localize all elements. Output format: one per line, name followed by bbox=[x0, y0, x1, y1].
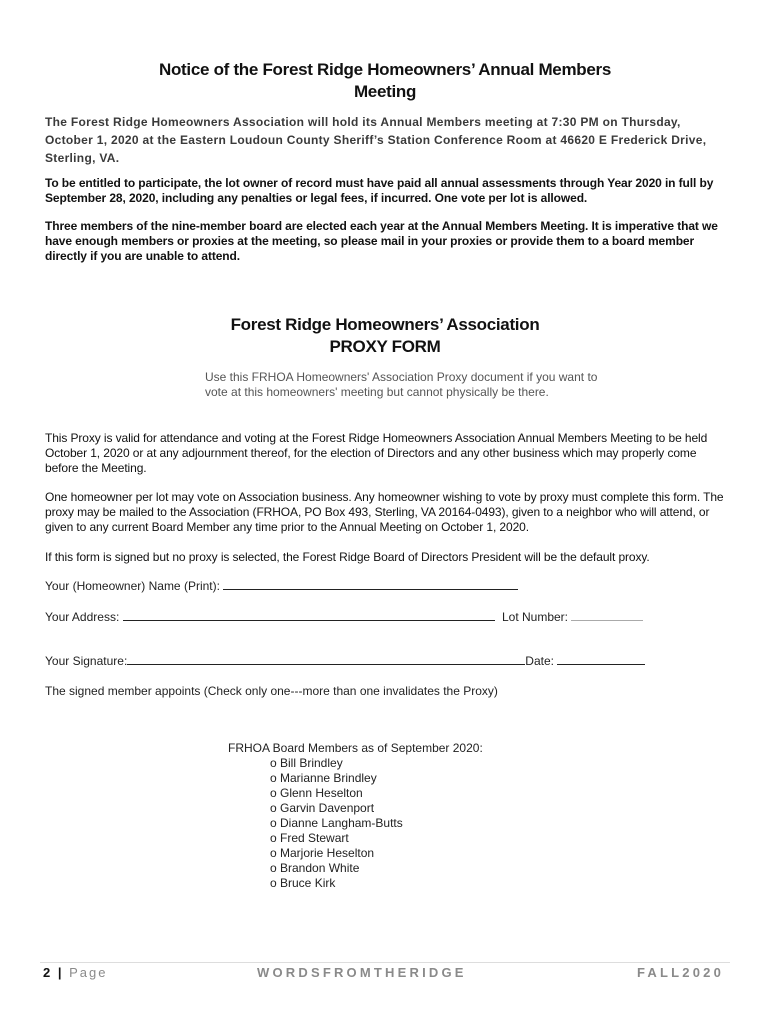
lot-number-label: Lot Number: bbox=[501, 610, 568, 624]
board-member-option[interactable]: o Fred Stewart bbox=[270, 831, 349, 845]
notice-paragraph-board: Three members of the nine-member board are elected each year at the Annual Members Meeting. It is imperative that we have enough members or proxies at the meeting, so please mail in your proxies or provide them to a board member directly if you are unable to attend. bbox=[45, 219, 718, 263]
name-label: Your (Homeowner) Name (Print): bbox=[45, 579, 220, 593]
notice-title-line2: Meeting bbox=[353, 82, 417, 101]
footer-publication: WORDSFROMTHERIDGE bbox=[257, 965, 467, 980]
board-member-option[interactable]: o Garvin Davenport bbox=[270, 801, 375, 815]
footer-season: FALL2020 bbox=[637, 965, 725, 980]
name-input-line[interactable] bbox=[223, 579, 518, 590]
date-label: Date: bbox=[525, 654, 554, 668]
proxy-submission-paragraph: One homeowner per lot may vote on Association business. Any homeowner wishing to vote by proxy must complete this form. The proxy may be mailed to the Association (FRHOA, PO Box 493, Sterling, VA 20164-0493), given to a neighbor who will attend, or given to any current Board Member any time prior to the Annual Meeting on October 1, 2020. bbox=[45, 490, 724, 534]
address-input-line[interactable] bbox=[123, 610, 495, 621]
proxy-title-line2: PROXY FORM bbox=[329, 337, 441, 356]
board-member-option[interactable]: o Brandon White bbox=[270, 861, 360, 875]
board-members-list bbox=[228, 756, 483, 891]
notice-paragraph-eligibility: To be entitled to participate, the lot owner of record must have paid all annual assessments through Year 2020 in full by September 28, 2020, including any penalties or legal fees, if incurred. One vote per lot is allowed. bbox=[45, 176, 714, 205]
address-label: Your Address: bbox=[45, 610, 120, 624]
signature-input-line[interactable] bbox=[127, 654, 525, 665]
board-member-option[interactable]: o Bruce Kirk bbox=[270, 876, 336, 890]
board-members-section bbox=[228, 741, 483, 891]
date-input-line[interactable] bbox=[557, 654, 645, 665]
name-field-row bbox=[45, 579, 518, 593]
proxy-validity-paragraph: This Proxy is valid for attendance and voting at the Forest Ridge Homeowners Association Annual Members Meeting to be held October 1, 2020 or at any adjournment thereof, for the election of Directors and any other business which may properly come before the Meeting. bbox=[45, 431, 708, 475]
footer-divider bbox=[40, 962, 730, 963]
signature-label: Your Signature: bbox=[45, 654, 128, 668]
board-member-option[interactable]: o Bill Brindley bbox=[270, 756, 343, 770]
notice-title-line1: Notice of the Forest Ridge Homeowners’ Annual Members bbox=[159, 60, 611, 79]
proxy-title bbox=[0, 314, 770, 358]
page-separator: | bbox=[52, 965, 70, 980]
board-member-option[interactable]: o Glenn Heselton bbox=[270, 786, 363, 800]
notice-title bbox=[0, 59, 770, 103]
board-member-option[interactable]: o Marjorie Heselton bbox=[270, 846, 375, 860]
address-field-row bbox=[45, 610, 643, 624]
board-members-heading: FRHOA Board Members as of September 2020: bbox=[228, 741, 483, 755]
signature-field-row bbox=[45, 654, 645, 668]
proxy-default-paragraph: If this form is signed but no proxy is selected, the Forest Ridge Board of Directors President will be the default proxy. bbox=[45, 550, 650, 564]
appoints-instruction: The signed member appoints (Check only one---more than one invalidates the Proxy) bbox=[45, 684, 498, 698]
notice-paragraph-meeting: The Forest Ridge Homeowners Association will hold its Annual Members meeting at 7:30 PM on Thursday, October 1, 2020 at the Eastern Loudoun County Sheriff’s Station Conference Room at 46620 E Frederick Drive, Sterling, VA. bbox=[45, 115, 707, 165]
proxy-title-line1: Forest Ridge Homeowners’ Association bbox=[230, 315, 540, 334]
footer-page-number bbox=[43, 965, 107, 980]
board-member-option[interactable]: o Dianne Langham-Butts bbox=[270, 816, 403, 830]
page-number: 2 bbox=[43, 965, 53, 980]
board-member-option[interactable]: o Marianne Brindley bbox=[270, 771, 377, 785]
page-word: Page bbox=[69, 965, 108, 980]
lot-number-input-line[interactable] bbox=[571, 610, 643, 621]
proxy-intro: Use this FRHOA Homeowners' Association Proxy document if you want to vote at this homeowners' meeting but cannot physically be there. bbox=[205, 370, 598, 399]
